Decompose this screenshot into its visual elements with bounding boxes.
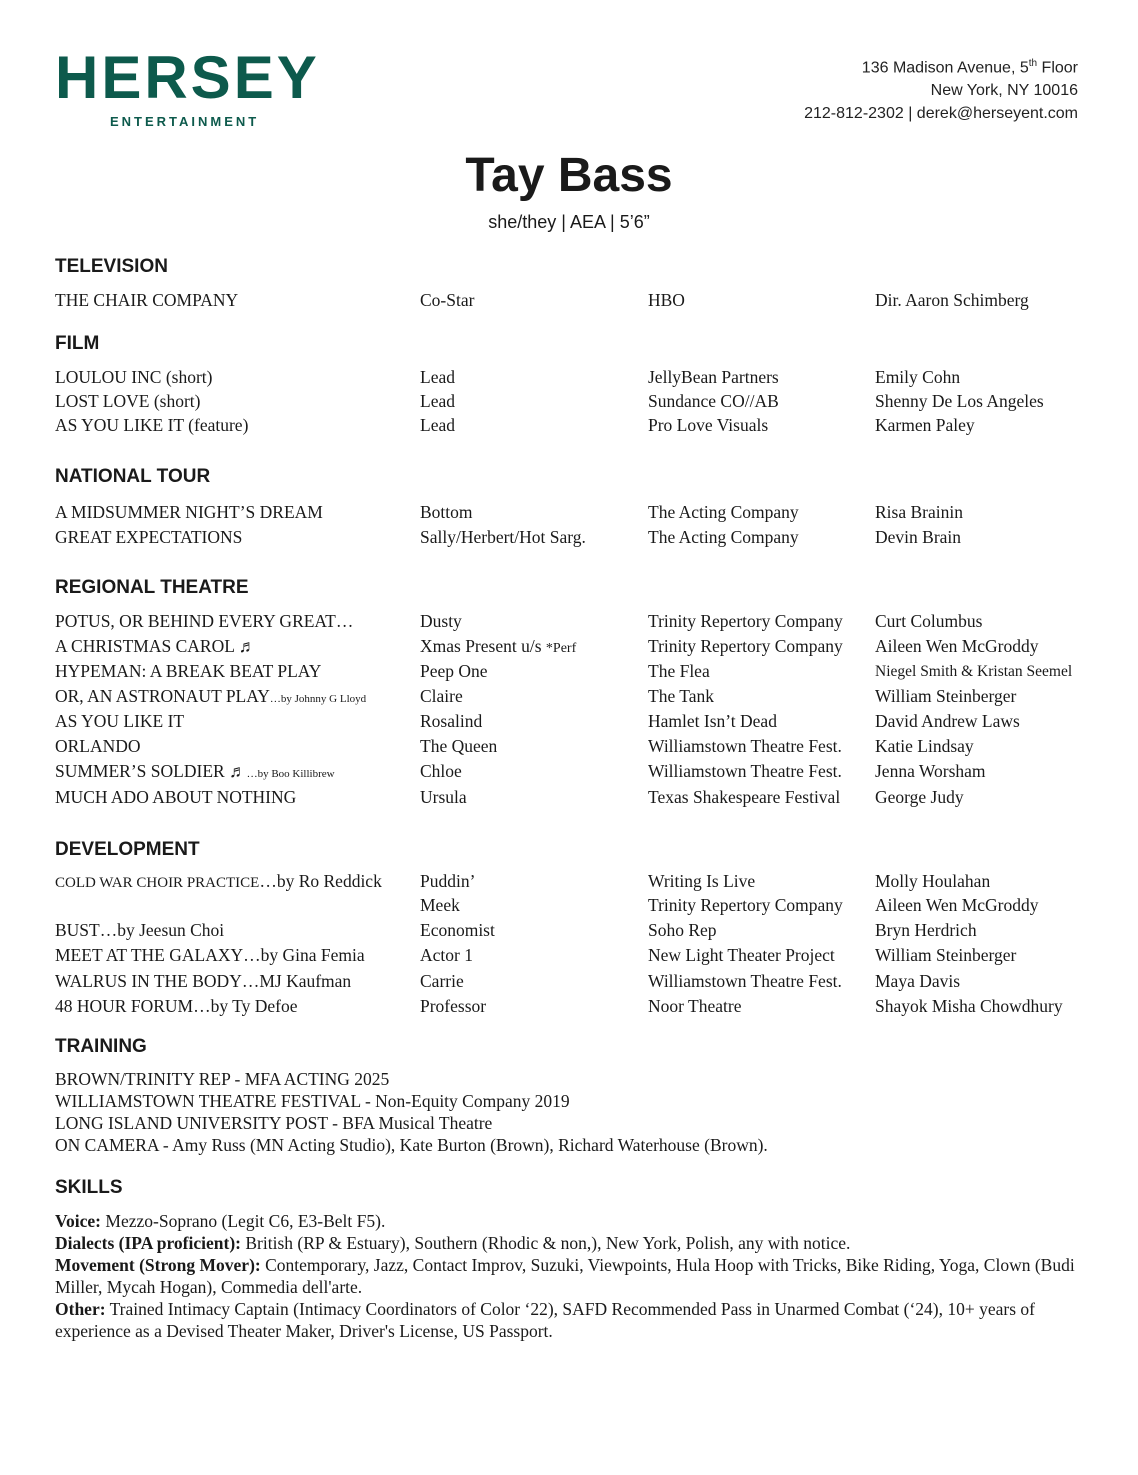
credit-row: ORLANDO The Queen Williamstown Theatre Fest. Katie Lindsay bbox=[55, 736, 974, 756]
skills-list bbox=[55, 1210, 1105, 1342]
credit-row: SUMMER’S SOLDIER ♬…by Boo Killibrew Chloe Williamstown Theatre Fest. Jenna Worsham bbox=[55, 761, 986, 781]
address-line-2: New York, NY 10016 bbox=[930, 82, 1078, 100]
credit-row: A MIDSUMMER NIGHT’S DREAM Bottom The Acting Company Risa Brainin bbox=[55, 502, 963, 522]
phone-email: 212-812-2302 | derek@herseyent.com bbox=[804, 105, 1078, 123]
credit-row: THE CHAIR COMPANY Co-Star HBO Dir. Aaron Schimberg bbox=[55, 290, 1029, 310]
address-line-1: 136 Madison Avenue, 5th Floor bbox=[861, 58, 1078, 77]
credit-row: A CHRISTMAS CAROL ♬ Xmas Present u/s *Perf Trinity Repertory Company Aileen Wen McGroddy bbox=[55, 636, 1039, 656]
section-television: TELEVISION bbox=[55, 256, 168, 277]
credit-row: Meek Trinity Repertory Company Aileen Wen McGroddy bbox=[420, 895, 1039, 915]
section-development: DEVELOPMENT bbox=[55, 839, 200, 860]
credit-row: AS YOU LIKE IT Rosalind Hamlet Isn’t Dead David Andrew Laws bbox=[55, 711, 1020, 731]
training-item: ON CAMERA - Amy Russ (MN Acting Studio), Kate Burton (Brown), Richard Waterhouse (Brown). bbox=[55, 1135, 768, 1155]
credit-row: MUCH ADO ABOUT NOTHING Ursula Texas Shakespeare Festival George Judy bbox=[55, 787, 964, 807]
credit-row: OR, AN ASTRONAUT PLAY…by Johnny G Lloyd Claire The Tank William Steinberger bbox=[55, 686, 1017, 706]
credit-row: POTUS, OR BEHIND EVERY GREAT… Dusty Trinity Repertory Company Curt Columbus bbox=[55, 611, 983, 631]
training-list bbox=[55, 1068, 1105, 1156]
logo-subtitle: ENTERTAINMENT bbox=[110, 114, 260, 129]
actor-meta: she/they | AEA | 5’6” bbox=[488, 212, 650, 232]
training-item: LONG ISLAND UNIVERSITY POST - BFA Musical Theatre bbox=[55, 1113, 493, 1133]
section-national-tour: NATIONAL TOUR bbox=[55, 466, 211, 487]
section-film: FILM bbox=[55, 333, 100, 354]
section-regional-theatre: REGIONAL THEATRE bbox=[55, 577, 249, 598]
credit-row: HYPEMAN: A BREAK BEAT PLAY Peep One The Flea Niegel Smith & Kristan Seemel bbox=[55, 661, 1073, 681]
credit-row: BUST…by Jeesun Choi Economist Soho Rep Bryn Herdrich bbox=[55, 920, 977, 940]
credit-row: AS YOU LIKE IT (feature) Lead Pro Love Visuals Karmen Paley bbox=[55, 415, 975, 435]
agency-logo bbox=[55, 44, 320, 129]
credit-row: MEET AT THE GALAXY…by Gina Femia Actor 1 New Light Theater Project William Steinberger bbox=[55, 945, 1017, 965]
actor-name: Tay Bass bbox=[465, 149, 673, 202]
training-item: BROWN/TRINITY REP - MFA ACTING 2025 bbox=[55, 1069, 390, 1089]
credit-row: GREAT EXPECTATIONS Sally/Herbert/Hot Sarg. The Acting Company Devin Brain bbox=[55, 527, 962, 547]
skill-voice: Voice: Mezzo-Soprano (Legit C6, E3-Belt F5). bbox=[55, 1211, 386, 1231]
agency-contact bbox=[804, 52, 1078, 125]
logo-wordmark: HERSEY bbox=[55, 44, 320, 111]
training-item: WILLIAMSTOWN THEATRE FESTIVAL - Non-Equity Company 2019 bbox=[55, 1091, 570, 1111]
section-skills: SKILLS bbox=[55, 1177, 123, 1198]
credit-row: LOULOU INC (short) Lead JellyBean Partners Emily Cohn bbox=[55, 367, 961, 387]
skill-movement: Movement (Strong Mover): Contemporary, Jazz, Contact Improv, Suzuki, Viewpoints, Hula Hoop with Tricks, Bike Riding, Yoga, Clown (Budi Miller, Mycah Hogan), Commedia dell'arte. bbox=[55, 1255, 1075, 1297]
skill-dialects: Dialects (IPA proficient): British (RP & Estuary), Southern (Rhodic & non,), New York, Polish, any with notice. bbox=[55, 1233, 851, 1253]
skill-other: Other: Trained Intimacy Captain (Intimacy Coordinators of Color ‘22), SAFD Recommended Pass in Unarmed Combat (‘24), 10+ years of experience as a Devised Theater Maker, Driver's License, US Passport. bbox=[55, 1299, 1035, 1341]
section-training: TRAINING bbox=[55, 1036, 147, 1057]
credit-row: COLD WAR CHOIR PRACTICE…by Ro Reddick Puddin’ Writing Is Live Molly Houlahan bbox=[55, 871, 991, 891]
credit-row: LOST LOVE (short) Lead Sundance CO//AB Shenny De Los Angeles bbox=[55, 391, 1044, 411]
credit-row: 48 HOUR FORUM…by Ty Defoe Professor Noor Theatre Shayok Misha Chowdhury bbox=[55, 996, 1063, 1016]
credit-row: WALRUS IN THE BODY…MJ Kaufman Carrie Williamstown Theatre Fest. Maya Davis bbox=[55, 971, 961, 991]
